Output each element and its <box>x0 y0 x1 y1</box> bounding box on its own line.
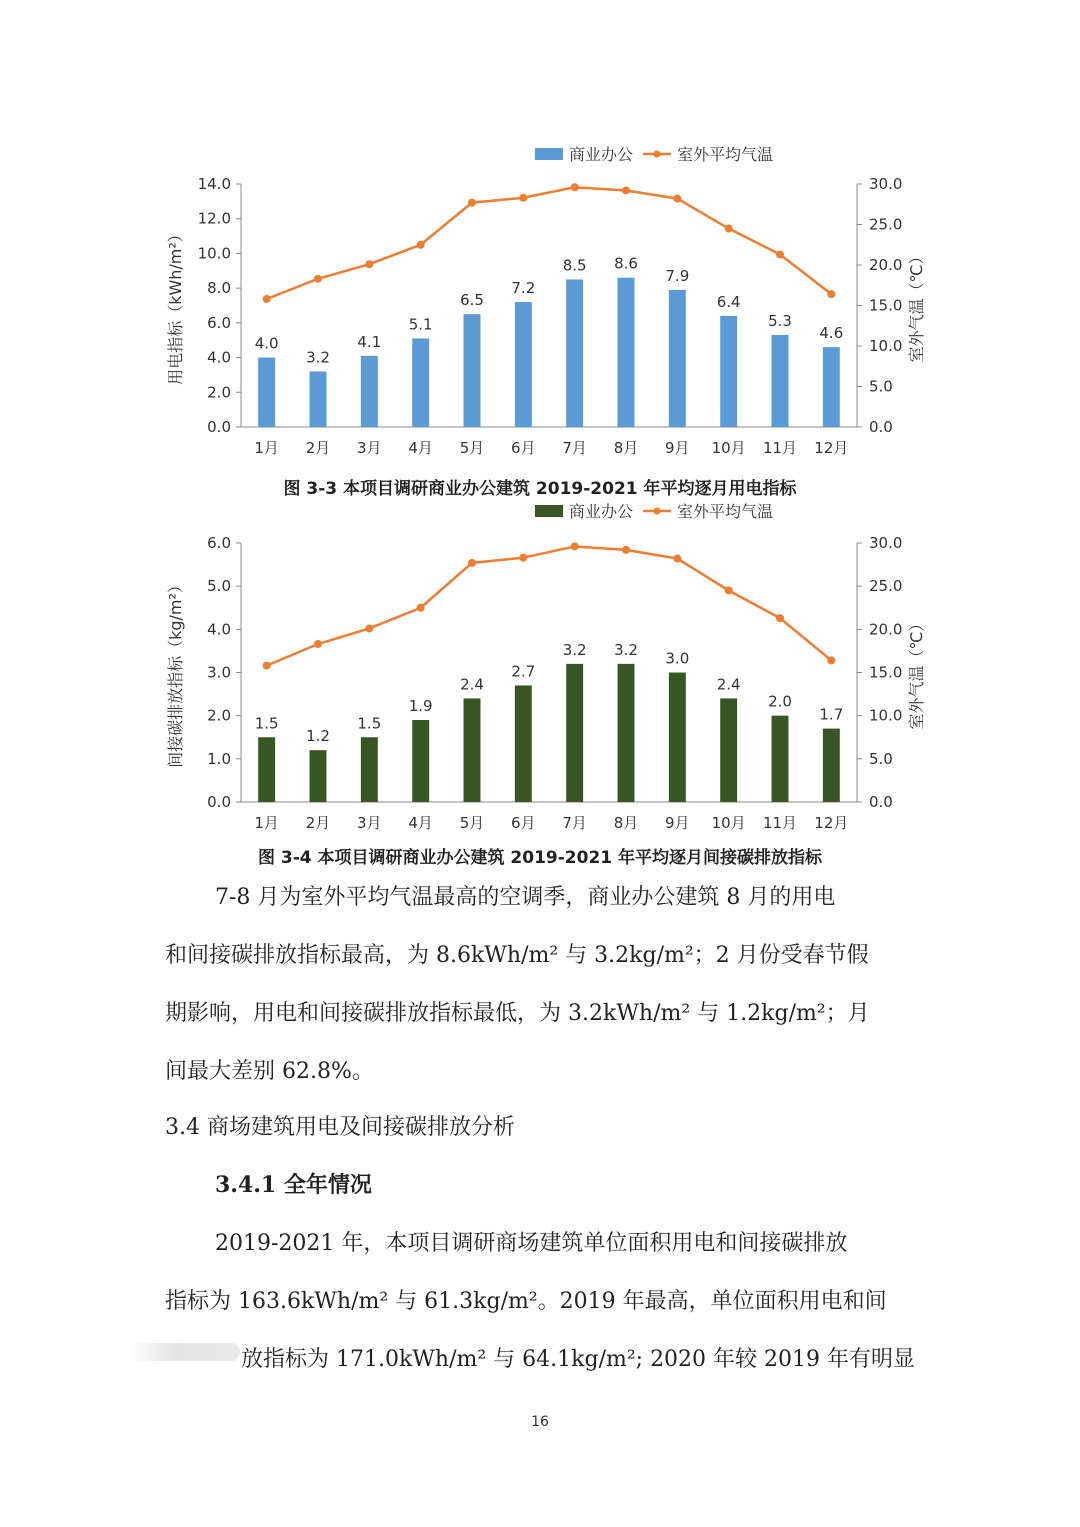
x-tick-label: 3月 <box>357 439 382 457</box>
y2-tick-label: 15.0 <box>869 296 903 315</box>
y-tick-label: 0.0 <box>207 793 231 811</box>
x-tick-label: 10月 <box>711 439 746 457</box>
x-tick-label: 8月 <box>613 814 639 832</box>
bar-value-label: 2.4 <box>716 675 741 694</box>
redacted-text-overlay <box>130 1343 240 1361</box>
x-tick-label: 9月 <box>665 814 690 832</box>
temperature-point <box>263 662 271 670</box>
y2-tick-label: 20.0 <box>869 256 903 274</box>
x-tick-label: 5月 <box>459 439 485 457</box>
bar <box>823 729 840 802</box>
x-tick-label: 8月 <box>613 439 639 457</box>
paragraph-line: 期影响，用电和间接碳排放指标最低，为 3.2kWh/m² 与 1.2kg/m²；月 <box>165 1001 870 1026</box>
x-tick-label: 7月 <box>562 439 587 457</box>
y2-axis-title: 室外气温（℃） <box>907 248 926 363</box>
y2-tick-label: 5.0 <box>869 377 893 396</box>
y-tick-label: 3.0 <box>207 663 231 682</box>
bar-value-label: 7.2 <box>511 279 536 298</box>
page-number: 16 <box>531 1414 549 1430</box>
x-tick-label: 10月 <box>711 814 746 832</box>
temperature-point <box>725 586 733 594</box>
temperature-point <box>827 656 835 664</box>
temperature-point <box>827 290 835 298</box>
bar-value-label: 6.4 <box>716 292 741 311</box>
y-tick-label: 8.0 <box>207 279 231 298</box>
bar <box>772 716 789 802</box>
y2-tick-label: 0.0 <box>869 418 893 436</box>
legend-line-marker <box>654 508 661 515</box>
bar <box>310 750 327 802</box>
subsection-heading: 3.4.1 全年情况 <box>215 1172 372 1198</box>
paragraph-line: 和间接碳排放指标最高，为 8.6kWh/m² 与 3.2kg/m²；2 月份受春节假 <box>165 943 869 968</box>
paragraph-line: 间最大差别 62.8%。 <box>165 1059 374 1084</box>
bar-value-label: 4.0 <box>254 334 279 353</box>
paragraph-line: 指标为 163.6kWh/m² 与 61.3kg/m²。2019 年最高，单位面积用电和间 <box>165 1289 887 1314</box>
bar <box>412 338 429 427</box>
y-tick-label: 12.0 <box>197 209 231 228</box>
bar <box>310 371 327 427</box>
paragraph-line: 7-8 月为室外平均气温最高的空调季，商业办公建筑 8 月的用电 <box>215 885 836 910</box>
chart-3-4 <box>0 495 1080 845</box>
bar <box>515 302 532 427</box>
x-tick-label: 1月 <box>254 814 279 832</box>
temperature-point <box>468 199 476 207</box>
legend-label: 室外平均气温 <box>677 502 774 521</box>
temperature-point <box>673 195 681 203</box>
bar-value-label: 8.6 <box>614 254 638 273</box>
bar <box>772 335 789 427</box>
legend-bar-swatch <box>535 148 563 160</box>
chart-3-3-caption: 图 3-3 本项目调研商业办公建筑 2019-2021 年平均逐月用电指标 <box>283 479 797 499</box>
bar <box>361 737 378 802</box>
y-tick-label: 2.0 <box>207 383 231 402</box>
y2-tick-label: 10.0 <box>869 337 903 355</box>
y-tick-label: 10.0 <box>197 244 231 263</box>
bar <box>669 290 686 427</box>
y-tick-label: 4.0 <box>207 620 231 639</box>
y2-tick-label: 20.0 <box>869 620 903 639</box>
temperature-point <box>263 295 271 303</box>
y2-tick-label: 0.0 <box>869 793 893 811</box>
y-tick-label: 2.0 <box>207 706 231 725</box>
x-tick-label: 7月 <box>562 814 587 832</box>
bar-value-label: 1.5 <box>254 714 279 733</box>
bar-value-label: 3.2 <box>562 640 587 659</box>
bar <box>464 314 481 427</box>
y-tick-label: 14.0 <box>197 175 231 193</box>
y-tick-label: 0.0 <box>207 418 231 436</box>
x-tick-label: 12月 <box>814 814 849 832</box>
bar-value-label: 5.3 <box>768 312 792 331</box>
bar-value-label: 1.2 <box>306 727 330 746</box>
x-tick-label: 9月 <box>665 439 690 457</box>
y2-tick-label: 30.0 <box>869 534 903 552</box>
bar <box>412 720 429 802</box>
bar <box>361 356 378 427</box>
bar <box>669 673 686 803</box>
bar <box>720 316 737 427</box>
bar <box>618 278 635 427</box>
temperature-point <box>519 554 527 562</box>
temperature-point <box>417 604 425 612</box>
bar-value-label: 2.4 <box>460 675 484 694</box>
y-tick-label: 6.0 <box>207 313 231 332</box>
bar-value-label: 5.1 <box>408 315 433 334</box>
temperature-point <box>673 555 681 563</box>
bar <box>566 279 583 427</box>
temperature-point <box>365 260 373 268</box>
bar <box>258 358 275 427</box>
bar <box>515 685 532 802</box>
bar <box>566 664 583 802</box>
bar-value-label: 4.6 <box>819 324 844 343</box>
temperature-line <box>267 546 832 665</box>
temperature-line <box>267 187 832 299</box>
bar <box>823 347 840 427</box>
x-tick-label: 3月 <box>357 814 382 832</box>
temperature-point <box>314 640 322 648</box>
y2-tick-label: 25.0 <box>869 577 903 596</box>
x-tick-label: 4月 <box>408 814 433 832</box>
x-tick-label: 4月 <box>408 439 433 457</box>
legend-bar-swatch <box>535 505 563 517</box>
temperature-point <box>365 624 373 632</box>
temperature-point <box>519 194 527 202</box>
bar-value-label: 1.9 <box>408 696 433 715</box>
temperature-point <box>571 542 579 550</box>
y-tick-label: 1.0 <box>207 749 231 768</box>
bar-value-label: 2.0 <box>768 692 792 711</box>
bar-value-label: 8.5 <box>562 256 587 275</box>
bar-value-label: 1.5 <box>357 714 382 733</box>
x-tick-label: 6月 <box>511 439 536 457</box>
x-tick-label: 2月 <box>305 439 331 457</box>
temperature-point <box>468 559 476 567</box>
temperature-point <box>776 250 784 258</box>
temperature-point <box>622 546 630 554</box>
legend-label: 室外平均气温 <box>677 145 774 164</box>
chart-3-4-caption: 图 3-4 本项目调研商业办公建筑 2019-2021 年平均逐月间接碳排放指标 <box>257 848 823 868</box>
bar <box>464 698 481 802</box>
y2-tick-label: 10.0 <box>869 706 903 725</box>
y-axis-title: 用电指标（kWh/m²） <box>166 226 185 385</box>
temperature-point <box>314 275 322 283</box>
y2-axis-title: 室外气温（℃） <box>907 615 926 730</box>
bar-value-label: 7.9 <box>665 266 690 285</box>
temperature-point <box>622 186 630 194</box>
x-tick-label: 11月 <box>762 439 798 457</box>
bar-value-label: 6.5 <box>460 291 484 310</box>
bar-value-label: 3.2 <box>614 640 638 659</box>
legend-line-marker <box>654 151 661 158</box>
y2-tick-label: 5.0 <box>869 749 893 768</box>
y2-tick-label: 25.0 <box>869 215 903 234</box>
x-tick-label: 2月 <box>305 814 331 832</box>
bar <box>618 664 635 802</box>
temperature-point <box>725 225 733 233</box>
y2-tick-label: 30.0 <box>869 175 903 193</box>
y-axis-title: 间接碳排放指标（kg/m²） <box>166 577 185 768</box>
bar-value-label: 2.7 <box>511 662 536 681</box>
temperature-point <box>776 614 784 622</box>
x-tick-label: 11月 <box>762 814 798 832</box>
legend-label: 商业办公 <box>569 145 634 164</box>
section-heading: 3.4 商场建筑用电及间接碳排放分析 <box>165 1115 515 1140</box>
bar <box>258 737 275 802</box>
temperature-point <box>417 241 425 249</box>
y-tick-label: 4.0 <box>207 348 231 367</box>
bar-value-label: 1.7 <box>819 705 844 724</box>
x-tick-label: 1月 <box>254 439 279 457</box>
y2-tick-label: 15.0 <box>869 663 903 682</box>
paragraph-line: 2019-2021 年，本项目调研商场建筑单位面积用电和间接碳排放 <box>215 1231 848 1256</box>
bar-value-label: 3.0 <box>665 649 690 668</box>
legend-label: 商业办公 <box>569 502 634 521</box>
temperature-point <box>571 183 579 191</box>
x-tick-label: 5月 <box>459 814 485 832</box>
y-tick-label: 5.0 <box>207 577 231 596</box>
paragraph-line: 放指标为 171.0kWh/m² 与 64.1kg/m²; 2020 年较 2019 年有明显 <box>241 1347 916 1372</box>
bar <box>720 698 737 802</box>
bar-value-label: 3.2 <box>306 348 330 367</box>
x-tick-label: 6月 <box>511 814 536 832</box>
bar-value-label: 4.1 <box>357 332 382 351</box>
y-tick-label: 6.0 <box>207 534 231 552</box>
x-tick-label: 12月 <box>814 439 849 457</box>
chart-3-3 <box>0 135 1080 475</box>
